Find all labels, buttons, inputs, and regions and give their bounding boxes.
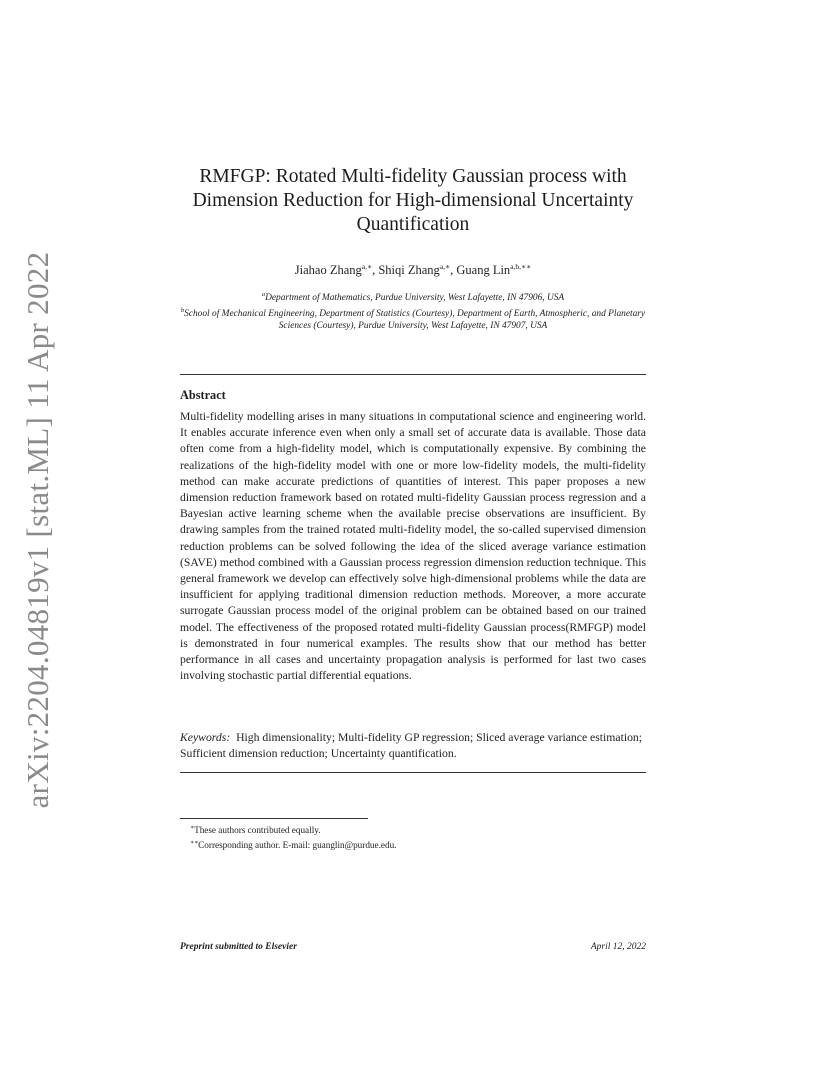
arxiv-identifier: arXiv:2204.04819v1 [stat.ML] 11 Apr 2022 <box>20 251 55 809</box>
keywords-text: High dimensionality; Multi-fidelity GP regression; Sliced average variance estimation; Sufficient dimension reduction; Uncertainty quantification. <box>180 731 642 761</box>
affiliation-mark: b <box>180 306 185 314</box>
abstract-heading: Abstract <box>180 388 226 402</box>
keywords-label: Keywords: <box>180 731 231 744</box>
arxiv-sidebar <box>18 251 58 809</box>
abstract-body: Multi-fidelity modelling arises in many situations in computational science and engineering world. It enables accurate inference even when only a small set of accurate data is available. Those data often come from a high-fidelity model, which is computationally expensive. By combining the realizations of the high-fidelity model with one or more low-fidelity models, the multi-fidelity method can make accurate predictions of quantities of interest. This paper proposes a new dimension reduction framework based on rotated multi-fidelity Gaussian process regression and a Bayesian active learning scheme when the available precise observations are insufficient. By drawing samples from the trained rotated multi-fidelity model, the so-called supervised dimension reduction problems can be solved following the idea of the sliced average variance estimation (SAVE) method combined with a Gaussian process regression dimension reduction technique. This general framework we develop can effectively solve high-dimensional problems while the data are insufficient for applying traditional dimension reduction methods. Moreover, a more accurate surrogate Gaussian process model of the original problem can be obtained based on our trained model. The effectiveness of the proposed rotated multi-fidelity Gaussian process(RMFGP) model is demonstrated in four numerical examples. The results show that our method has better performance in all cases and uncertainty propagation analysis is performed for last two cases involving stochastic partial differential equations. <box>180 410 646 683</box>
footnote-equal-contribution <box>190 822 396 837</box>
author-affiliation-mark: a,b,∗∗ <box>510 262 532 271</box>
preprint-date: April 12, 2022 <box>590 942 646 952</box>
affiliation-mark: a <box>261 291 266 298</box>
footnote-corresponding-author <box>190 837 396 852</box>
author-affiliation-mark: a,∗ <box>439 262 451 271</box>
keywords <box>180 730 646 762</box>
affiliation-text: Department of Mathematics, Purdue University, West Lafayette, IN 47906, USA <box>265 293 565 304</box>
author-separator: , <box>450 263 457 278</box>
affiliation-text: School of Mechanical Engineering, Department of Statistics (Courtesy), Department of Earth, Atmospheric, and Planetary Sciences (Courtesy), Purdue University, West Lafayette, IN 47907, USA <box>184 308 646 332</box>
affiliation-b <box>180 305 646 333</box>
author-separator: , <box>372 263 379 278</box>
footnote-mark: ∗ <box>190 825 195 831</box>
author-name: Jiahao Zhang <box>294 263 362 278</box>
author-affiliation-mark: a,∗ <box>361 262 373 271</box>
author-name: Shiqi Zhang <box>378 263 440 278</box>
preprint-notice: Preprint submitted to Elsevier <box>180 942 297 952</box>
footnote-text: These authors contributed equally. <box>194 825 321 836</box>
abstract-bottom-rule <box>180 772 646 773</box>
footnote-mark: ∗∗ <box>190 839 199 846</box>
footnote-text: Corresponding author. E-mail: guanglin@purdue.edu. <box>198 839 397 850</box>
footnote-rule <box>180 818 368 819</box>
paper-title: RMFGP: Rotated Multi-fidelity Gaussian process with Dimension Reduction for High-dimensional Uncertainty Quantification <box>192 166 634 235</box>
affiliation-a <box>180 289 646 305</box>
affiliations <box>180 289 646 333</box>
author-list <box>180 262 646 278</box>
abstract-top-rule <box>180 374 646 375</box>
author-name: Guang Lin <box>456 263 511 278</box>
footnotes <box>190 822 396 851</box>
